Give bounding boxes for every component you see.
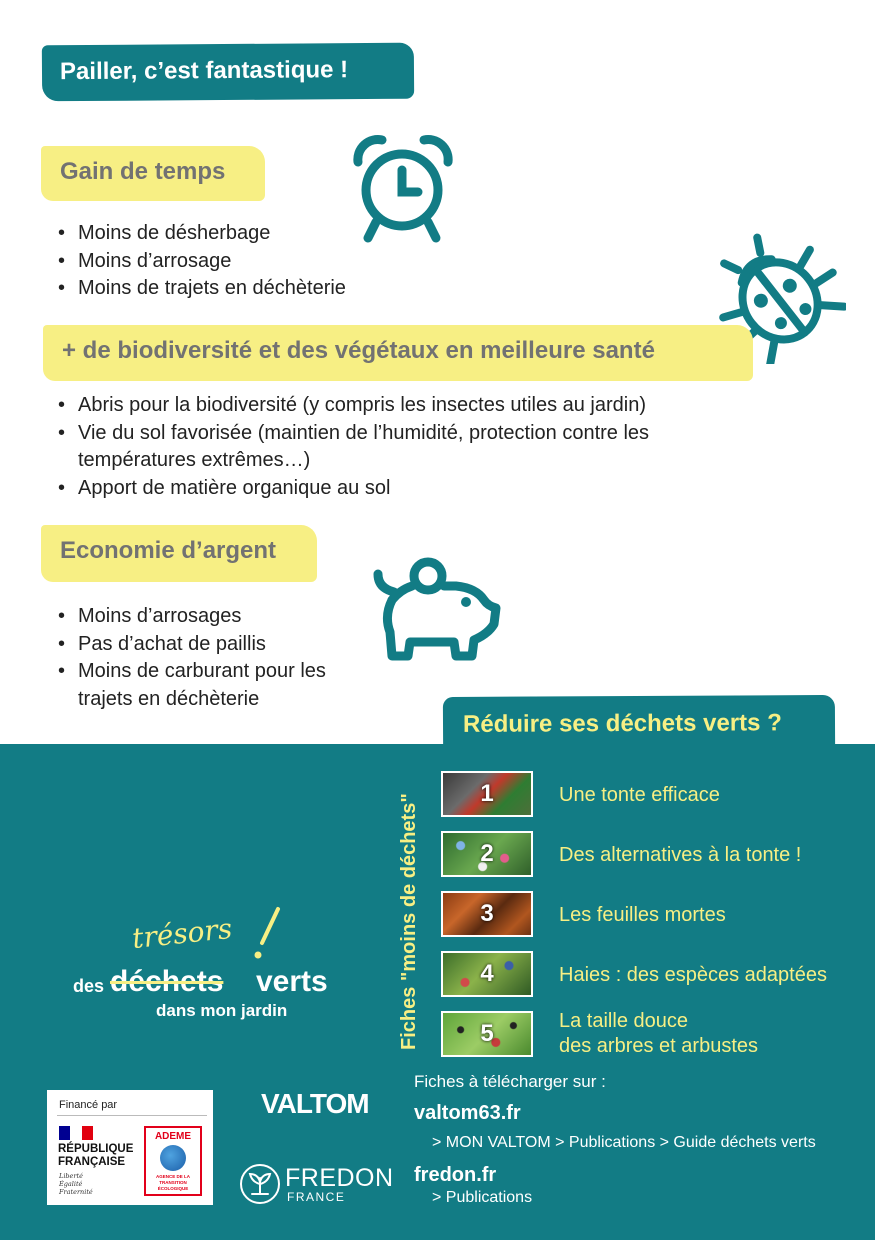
fiche-link-5[interactable] <box>559 1009 758 1059</box>
fiche-thumbnail-4[interactable] <box>441 951 533 997</box>
valtom-site-path: > MON VALTOM > Publications > Guide déchets verts <box>432 1134 816 1151</box>
piggy-bank-icon <box>372 556 504 664</box>
fredon-leaf-icon <box>240 1164 280 1204</box>
republic-motto: Liberté Égalité Fraternité <box>59 1172 93 1196</box>
list-item: • Moins d’arrosages <box>58 603 378 631</box>
fiche-thumbnail-1[interactable] <box>441 771 533 817</box>
logo-tresors-word: trésors <box>130 911 234 956</box>
fredon-logo <box>240 1162 400 1208</box>
french-flag-icon <box>59 1126 93 1140</box>
fiche-number: 1 <box>480 780 494 807</box>
tresors-logo <box>70 905 370 1025</box>
fiche-label-line: La taille douce <box>559 1010 688 1032</box>
fiche-number: 2 <box>480 840 494 867</box>
alarm-clock-icon <box>348 132 458 246</box>
fiche-thumbnail-3[interactable] <box>441 891 533 937</box>
globe-icon <box>160 1145 186 1171</box>
section-heading-text: Economie d’argent <box>60 537 277 564</box>
ademe-name: ADEME <box>154 1131 192 1142</box>
ademe-logo <box>144 1126 202 1196</box>
list-item: • Pas d’achat de paillis <box>58 631 378 659</box>
fiche-number: 4 <box>480 960 494 987</box>
fiche-label-line: des arbres et arbustes <box>559 1035 758 1057</box>
funding-box <box>47 1090 213 1205</box>
divider <box>57 1115 207 1116</box>
section-heading-time <box>41 146 265 201</box>
section-heading-biodiversity <box>43 325 753 381</box>
fiche-thumbnail-5[interactable] <box>441 1011 533 1057</box>
fredon-name: FREDON <box>285 1164 394 1192</box>
list-item: • Apport de matière organique au sol <box>58 475 748 503</box>
download-intro: Fiches à télécharger sur : <box>414 1072 606 1091</box>
fredon-site-path: > Publications <box>432 1189 533 1206</box>
fiches-vertical-label: Fiches "moins de déchets" <box>398 793 420 1050</box>
fiche-link-3[interactable]: Les feuilles mortes <box>559 904 726 926</box>
title-banner <box>42 43 414 102</box>
logo-des-word: des <box>73 976 105 996</box>
fiche-link-4[interactable]: Haies : des espèces adaptées <box>559 964 827 986</box>
list-item: • Vie du sol favorisée (maintien de l’humidité, protection contre les températures extrêmes…) <box>58 420 748 475</box>
finance-label: Financé par <box>59 1099 118 1111</box>
reduce-waste-banner <box>443 695 835 749</box>
republique-label: RÉPUBLIQUE FRANÇAISE <box>58 1143 134 1168</box>
valtom-site-link[interactable]: valtom63.fr <box>414 1102 521 1124</box>
money-benefits-list <box>58 603 378 713</box>
fredon-site-link[interactable]: fredon.fr <box>414 1164 497 1186</box>
logo-verts-word: verts <box>256 965 328 998</box>
list-item: • Moins de désherbage <box>58 220 346 248</box>
exclamation-mark-icon <box>248 905 288 961</box>
fredon-subtitle: FRANCE <box>287 1190 346 1204</box>
time-benefits-list <box>58 220 346 303</box>
fiche-link-1[interactable]: Une tonte efficace <box>559 784 720 806</box>
valtom-logo: VALTOM <box>261 1088 369 1119</box>
fiche-number: 3 <box>480 900 494 927</box>
section-heading-text: + de biodiversité et des végétaux en meilleure santé <box>62 337 655 364</box>
section-heading-money <box>41 525 317 582</box>
biodiversity-benefits-list <box>58 392 748 502</box>
logo-dechets-word: déchets <box>110 965 224 998</box>
section-heading-text: Gain de temps <box>60 158 226 185</box>
list-item: • Moins de carburant pour les trajets en déchèterie <box>58 658 378 713</box>
list-item: • Abris pour la biodiversité (y compris les insectes utiles au jardin) <box>58 392 748 420</box>
list-item: • Moins de trajets en déchèterie <box>58 275 346 303</box>
logo-jardin-word: dans mon jardin <box>156 1001 288 1020</box>
fiche-link-2[interactable]: Des alternatives à la tonte ! <box>559 844 802 866</box>
list-item: • Moins d’arrosage <box>58 248 346 276</box>
ademe-subtitle: AGENCE DE LA TRANSITION ÉCOLOGIQUE <box>155 1174 190 1191</box>
fiche-thumbnail-2[interactable] <box>441 831 533 877</box>
fiche-number: 5 <box>480 1020 494 1047</box>
page-title: Pailler, c’est fantastique ! <box>59 56 349 86</box>
reduce-waste-title: Réduire ses déchets verts ? <box>462 709 782 738</box>
